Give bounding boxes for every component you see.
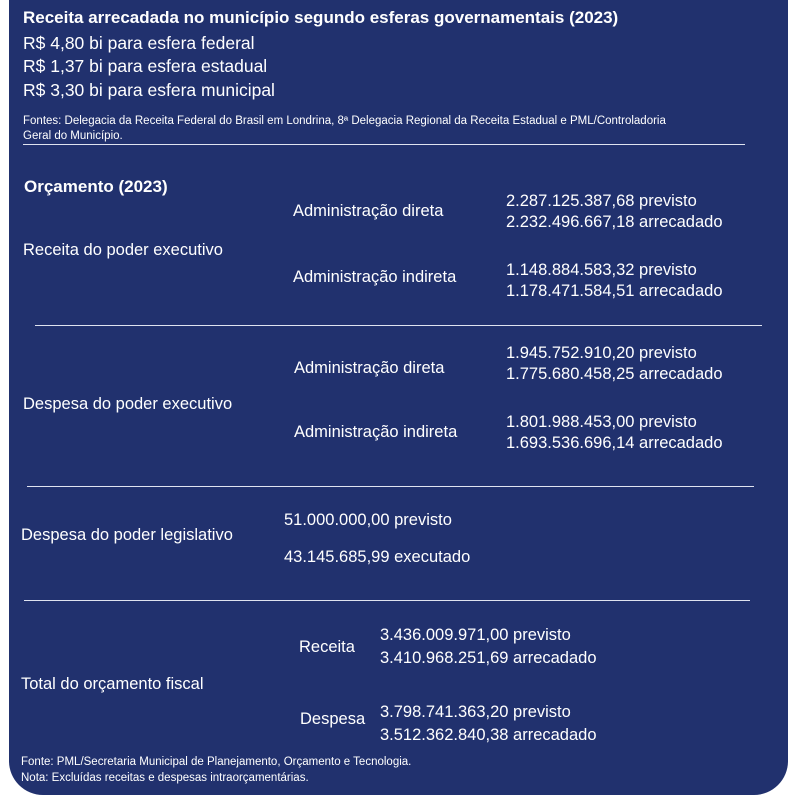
total-despesa-arrecadado: 3.512.362.840,38 arrecadado	[380, 726, 597, 744]
despesa-indireta-arrecadado: 1.693.536.696,14 arrecadado	[506, 434, 723, 452]
despesa-exec-label: Despesa do poder executivo	[23, 395, 233, 413]
despesa-direta-previsto: 1.945.752.910,20 previsto	[506, 344, 697, 362]
orcamento-title: Orçamento (2023)	[24, 177, 168, 196]
esfera-municipal-line: R$ 3,30 bi para esfera municipal	[23, 80, 275, 100]
despesa-indireta-previsto: 1.801.988.453,00 previsto	[506, 413, 697, 431]
despesa-indireta-values	[506, 412, 723, 454]
receita-direta-label: Administração direta	[293, 202, 444, 220]
esfera-federal-line: R$ 4,80 bi para esfera federal	[23, 33, 255, 53]
despesa-direta-arrecadado: 1.775.680.458,25 arrecadado	[506, 365, 723, 383]
total-label: Total do orçamento fiscal	[21, 675, 204, 693]
receita-indireta-values	[506, 260, 723, 302]
despesa-direta-label: Administração direta	[294, 359, 445, 377]
total-despesa-previsto: 3.798.741.363,20 previsto	[380, 703, 571, 721]
total-receita-previsto: 3.436.009.971,00 previsto	[380, 626, 571, 644]
receita-indireta-label: Administração indireta	[293, 268, 457, 286]
receita-direta-values	[506, 191, 723, 233]
despesa-leg-executado: 43.145.685,99 executado	[284, 548, 471, 566]
despesa-leg-label: Despesa do poder legislativo	[21, 526, 233, 544]
divider-3	[24, 600, 750, 601]
receita-esferas-title: Receita arrecadada no município segundo esferas governamentais (2023)	[23, 8, 619, 27]
fontes-line-2: Geral do Município.	[23, 130, 123, 142]
receita-indireta-previsto: 1.148.884.583,32 previsto	[506, 261, 697, 279]
total-despesa-label: Despesa	[300, 710, 366, 728]
esfera-estadual-line: R$ 1,37 bi para esfera estadual	[23, 56, 268, 76]
total-receita-values	[380, 624, 597, 670]
fontes-line-1: Fontes: Delegacia da Receita Federal do Brasil em Londrina, 8ª Delegacia Regional da Receita Estadual e PML/Controladoria	[23, 115, 666, 127]
despesa-leg-previsto: 51.000.000,00 previsto	[284, 511, 452, 529]
divider-header	[23, 144, 745, 145]
divider-2	[27, 486, 754, 487]
total-receita-label: Receita	[299, 638, 355, 656]
despesa-indireta-label: Administração indireta	[294, 423, 458, 441]
receita-direta-arrecadado: 2.232.496.667,18 arrecadado	[506, 213, 723, 231]
total-despesa-values	[380, 701, 597, 747]
receita-indireta-arrecadado: 1.178.471.584,51 arrecadado	[506, 282, 723, 300]
total-receita-arrecadado: 3.410.968.251,69 arrecadado	[380, 649, 597, 667]
divider-1	[35, 325, 762, 326]
receita-exec-label: Receita do poder executivo	[23, 241, 223, 259]
info-card	[9, 0, 788, 795]
footer-fonte: Fonte: PML/Secretaria Municipal de Planejamento, Orçamento e Tecnologia.	[21, 756, 412, 768]
despesa-direta-values	[506, 343, 723, 385]
footer-nota: Nota: Excluídas receitas e despesas intraorçamentárias.	[21, 772, 309, 784]
receita-direta-previsto: 2.287.125.387,68 previsto	[506, 192, 697, 210]
